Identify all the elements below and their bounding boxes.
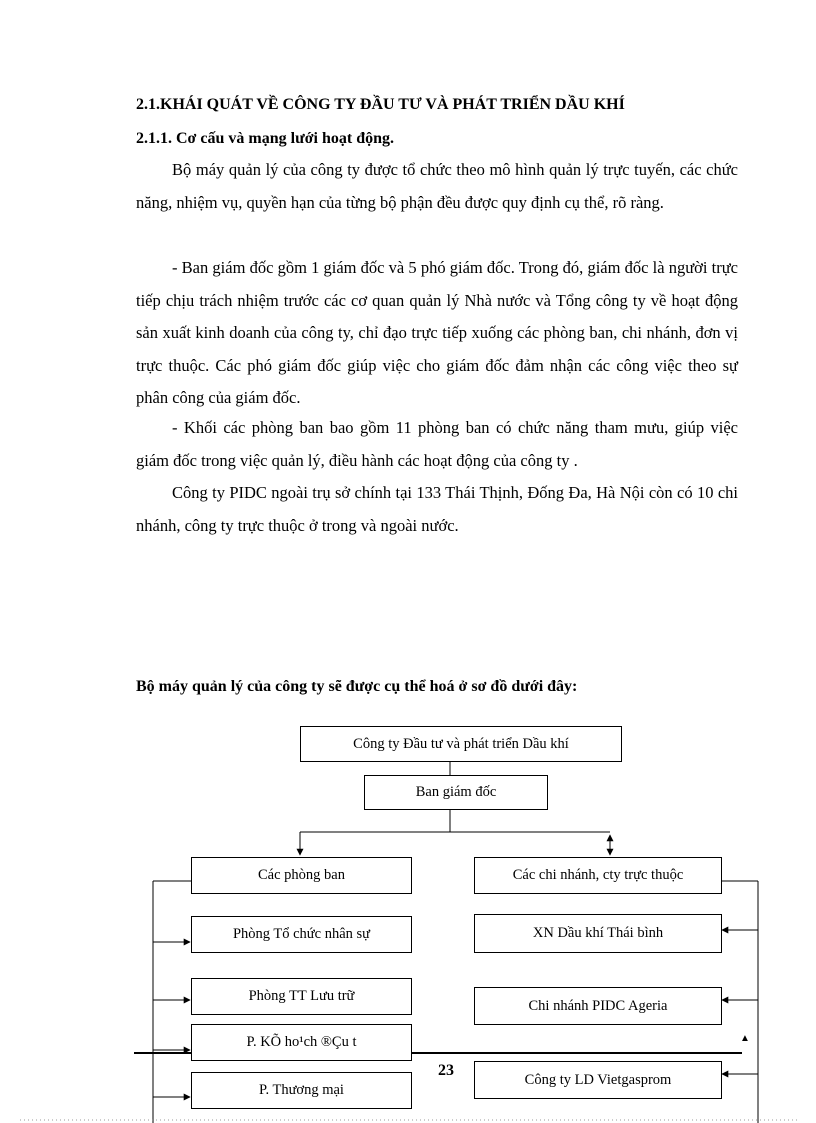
management-box: Ban giám đốc xyxy=(364,775,548,810)
department-box: Phòng Tổ chức nhân sự xyxy=(191,916,412,953)
branches-head-box: Các chi nhánh, cty trực thuộc xyxy=(474,857,722,894)
section-title: 2.1.KHÁI QUÁT VỀ CÔNG TY ĐẦU TƯ VÀ PHÁT TRIỂN DẦU KHÍ xyxy=(136,96,625,113)
department-box: P. KÕ ho¹ch ®Çu t xyxy=(191,1024,412,1061)
departments-head-box: Các phòng ban xyxy=(191,857,412,894)
branch-box: Công ty LD Vietgasprom xyxy=(474,1061,722,1099)
department-box: Phòng TT Lưu trữ xyxy=(191,978,412,1015)
org-root-box: Công ty Đầu tư và phát triển Dầu khí xyxy=(300,726,622,762)
department-box: P. Thương mại xyxy=(191,1072,412,1109)
section-subtitle: 2.1.1. Cơ cấu và mạng lưới hoạt động. xyxy=(136,130,395,147)
paragraph-4: Công ty PIDC ngoài trụ sở chính tại 133 Thái Thịnh, Đống Đa, Hà Nội còn có 10 chi nhánh, công ty trực thuộc ở trong và ngoài nước. xyxy=(136,483,738,535)
up-triangle-icon: ▲ xyxy=(740,1033,750,1044)
branch-box: XN Dầu khí Thái bình xyxy=(474,914,722,953)
diagram-caption: Bộ máy quản lý của công ty sẽ được cụ thể hoá ở sơ đồ dưới đây: xyxy=(136,678,578,695)
paragraph-1: Bộ máy quản lý của công ty được tổ chức theo mô hình quản lý trực tuyến, các chức năng, nhiệm vụ, quyền hạn của từng bộ phận đều được quy định cụ thể, rõ ràng. xyxy=(136,160,738,212)
branch-box: Chi nhánh PIDC Ageria xyxy=(474,987,722,1025)
page-number: 23 xyxy=(438,1062,454,1079)
paragraph-3: - Khối các phòng ban bao gồm 11 phòng ban có chức năng tham mưu, giúp việc giám đốc trong việc quản lý, điều hành các hoạt động của công ty . xyxy=(136,418,738,470)
paragraph-2: - Ban giám đốc gồm 1 giám đốc và 5 phó giám đốc. Trong đó, giám đốc là người trực tiếp chịu trách nhiệm trước các cơ quan quản lý Nhà nước và Tổng công ty về hoạt động sản xuất kinh doanh của công ty, chỉ đạo trực tiếp xuống các phòng ban, chi nhánh, đơn vị trực thuộc. Các phó giám đốc giúp việc cho giám đốc đảm nhận các công việc theo sự phân công của giám đốc. xyxy=(136,258,738,407)
